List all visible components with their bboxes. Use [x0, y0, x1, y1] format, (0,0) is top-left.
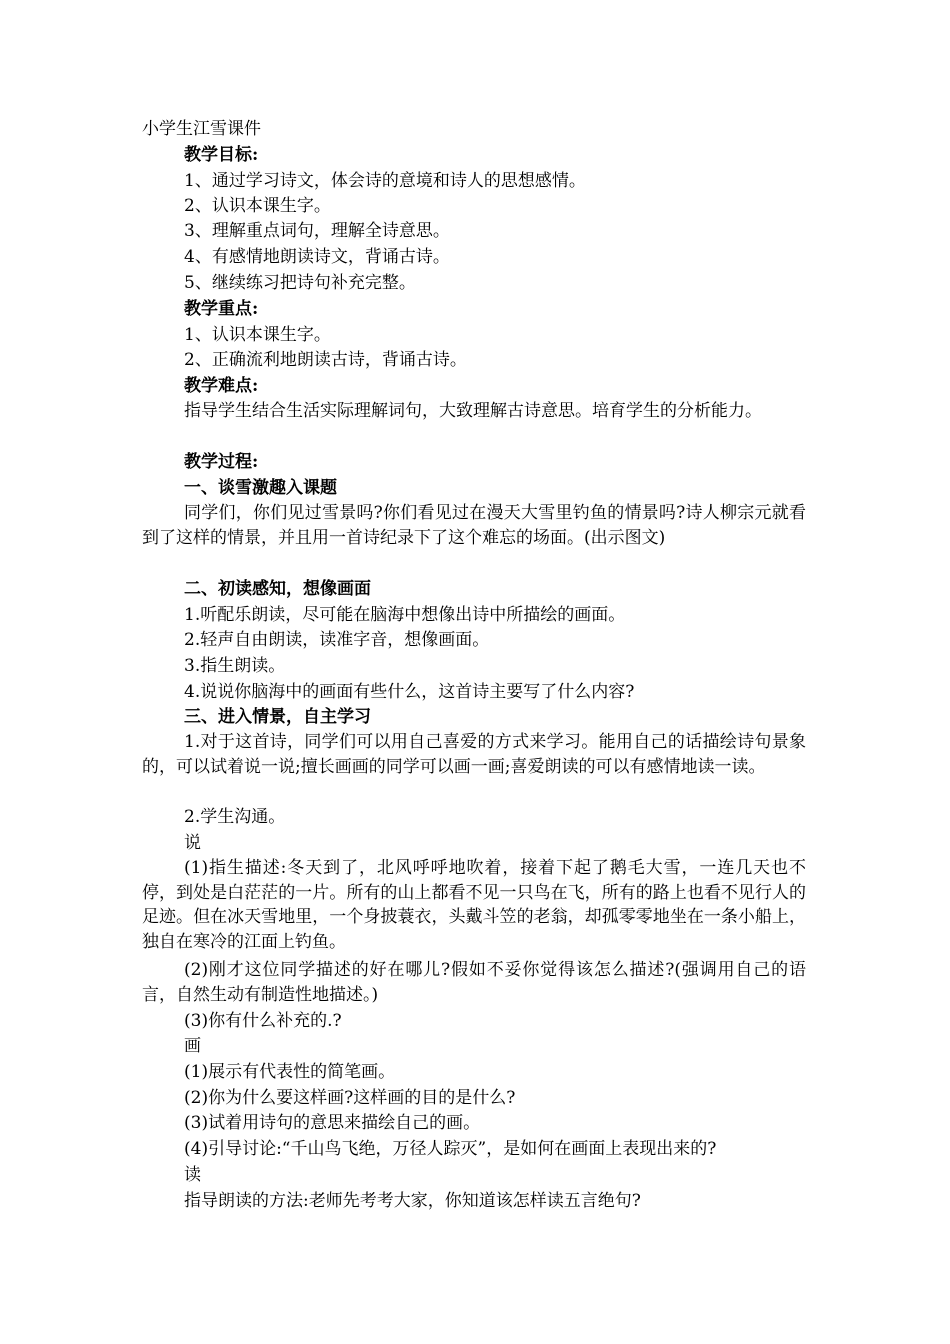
- read-label: 读: [184, 1165, 201, 1185]
- section1-heading: 一、谈雪激趣入课题: [184, 478, 337, 498]
- section3-heading: 三、进入情景，自主学习: [184, 707, 371, 727]
- teaching-goals-heading: 教学目标:: [184, 145, 259, 165]
- section2-item: 1.听配乐朗读，尽可能在脑海中想像出诗中所描绘的画面。: [184, 605, 626, 625]
- document-title: 小学生江雪课件: [142, 119, 261, 139]
- draw-item: (2)你为什么要这样画?这样画的目的是什么?: [184, 1088, 516, 1108]
- goal-item: 2、认识本课生字。: [184, 196, 331, 216]
- difficulties-text: 指导学生结合生活实际理解词句，大致理解古诗意思。培育学生的分析能力。: [184, 401, 762, 421]
- say-paragraph: (1)指生描述:冬天到了，北风呼呼地吹着，接着下起了鹅毛大雪，一连几天也不停，到处是白茫茫的一片。所有的山上都看不见一只鸟在飞，所有的路上也看不见行人的足迹。但在冰天雪地里，一个身披蓑衣，头戴斗笠的老翁，却孤零零地坐在一条小船上，独自在寒冷的江面上钓鱼。: [142, 858, 806, 952]
- section1-text: 同学们，你们见过雪景吗?你们看见过在漫天大雪里钓鱼的情景吗?诗人柳宗元就看到了这样的情景，并且用一首诗纪录下了这个难忘的场面。(出示图文): [142, 503, 806, 548]
- section3-paragraph: 1.对于这首诗，同学们可以用自己喜爱的方式来学习。能用自己的话描绘诗句景象的，可以试着说一说;擅长画画的同学可以画一画;喜爱朗读的可以有感情地读一读。: [142, 732, 806, 777]
- key-point-item: 1、认识本课生字。: [184, 325, 331, 345]
- section2-item: 3.指生朗读。: [184, 656, 286, 676]
- goal-item: 4、有感情地朗读诗文，背诵古诗。: [184, 247, 450, 267]
- goal-item: 5、继续练习把诗句补充完整。: [184, 273, 416, 293]
- section2-item: 4.说说你脑海中的画面有些什么，这首诗主要写了什么内容?: [184, 682, 635, 702]
- draw-item: (1)展示有代表性的简笔画。: [184, 1062, 396, 1082]
- read-text: 指导朗读的方法:老师先考考大家，你知道该怎样读五言绝句?: [184, 1191, 641, 1211]
- section2-item: 2.轻声自由朗读，读准字音，想像画面。: [184, 630, 490, 650]
- say-label: 说: [184, 833, 201, 853]
- goal-item: 1、通过学习诗文，体会诗的意境和诗人的思想感情。: [184, 171, 586, 191]
- goal-item: 3、理解重点词句，理解全诗意思。: [184, 221, 450, 241]
- section2-heading: 二、初读感知，想像画面: [184, 579, 371, 599]
- draw-item: (4)引导讨论:“千山鸟飞绝，万径人踪灭”，是如何在画面上表现出来的?: [184, 1139, 717, 1159]
- section3-paragraph: 2.学生沟通。: [184, 807, 286, 827]
- key-point-item: 2、正确流利地朗读古诗，背诵古诗。: [184, 350, 467, 370]
- key-points-heading: 教学重点:: [184, 299, 259, 319]
- process-heading: 教学过程:: [184, 452, 259, 472]
- say-paragraph: (3)你有什么补充的.?: [184, 1011, 342, 1031]
- draw-item: (3)试着用诗句的意思来描绘自己的画。: [184, 1113, 481, 1133]
- draw-label: 画: [184, 1036, 201, 1056]
- say-paragraph: (2)刚才这位同学描述的好在哪儿?假如不妥你觉得该怎么描述?(强调用自己的语言，自然生动有制造性地描述。): [142, 960, 806, 1005]
- difficulties-heading: 教学难点:: [184, 376, 259, 396]
